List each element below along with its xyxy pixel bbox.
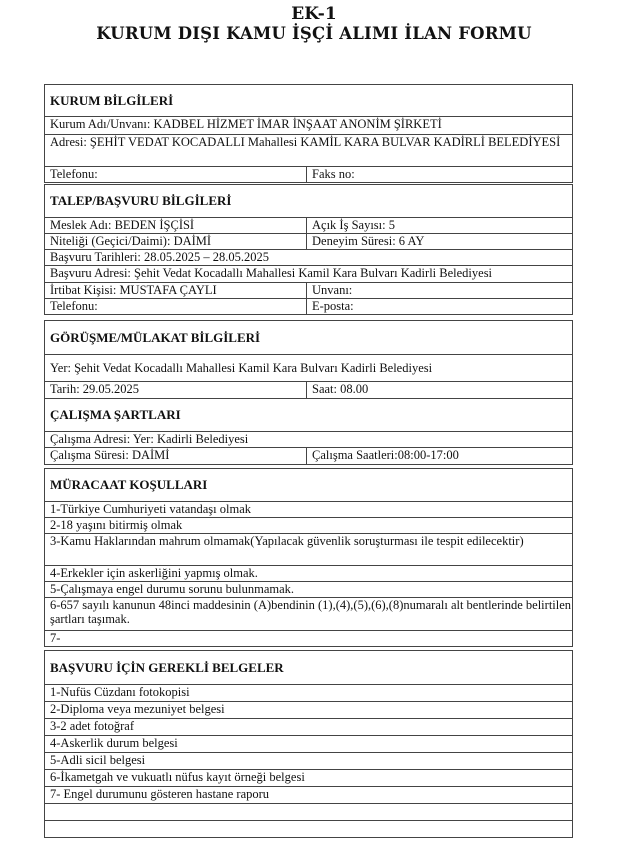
apply-dates: Başvuru Tarihleri: 28.05.2025 – 28.05.2025: [50, 250, 270, 264]
apply-address: Başvuru Adresi: Şehit Vedat Kocadallı Mahallesi Kamil Kara Bulvarı Kadirli Belediyesi: [50, 266, 493, 280]
document-text: 4-Askerlik durum belgesi: [50, 736, 178, 750]
condition-item: [45, 630, 572, 646]
interview-time: Saat: 08.00: [312, 382, 369, 396]
document-text: 6-İkametgah ve vukuatlı nüfus kayıt örneği belgesi: [50, 770, 305, 784]
section-heading: BAŞVURU İÇİN GEREKLİ BELGELER: [50, 659, 284, 675]
condition-text: 4-Erkekler için askerliğini yapmış olmak.: [50, 566, 258, 580]
condition-item: [45, 533, 572, 565]
calisma-address-row: [45, 431, 572, 447]
section-belgeler: [44, 650, 573, 838]
condition-text: 5-Çalışmaya engel durumu sorunu bulunmamak.: [50, 582, 295, 596]
document-text: 1-Nufüs Cüzdanı fotokopisi: [50, 685, 190, 699]
job-experience: Deneyim Süresi: 6 AY: [312, 234, 425, 248]
kurum-address-row: [45, 134, 572, 166]
kurum-name-row: [45, 116, 572, 134]
job-openings: Açık İş Sayısı: 5: [312, 218, 395, 232]
gorusme-time-row: [45, 381, 572, 398]
section-kurum: [44, 84, 573, 183]
section-talep: [44, 184, 573, 315]
condition-text: 6-657 sayılı kanunun 48inci maddesinin (A)bendinin (1),(4),(5),(6),(8)numaralı alt bentlerinde belirtilen şartları taşımak.: [50, 598, 572, 626]
document-text: 3-2 adet fotoğraf: [50, 719, 134, 733]
section-heading: TALEP/BAŞVURU BİLGİLERİ: [50, 193, 232, 208]
condition-item: [45, 517, 572, 533]
document-item: [45, 769, 572, 786]
section-muracaat: [44, 468, 573, 647]
kurum-fax: Faks no:: [312, 167, 355, 181]
document-item: [45, 718, 572, 735]
job-name: Meslek Adı: BEDEN İŞÇİSİ: [45, 218, 307, 233]
gorusme-place-row: [45, 354, 572, 381]
empty-row: [45, 820, 572, 837]
condition-item: [45, 581, 572, 597]
interview-date: Tarih: 29.05.2025: [45, 382, 307, 398]
condition-text: 2-18 yaşını bitirmiş olmak: [50, 518, 183, 532]
contact-email: E-posta:: [312, 299, 354, 313]
work-hours: Çalışma Saatleri:08:00-17:00: [312, 448, 459, 462]
talep-row-4: [45, 265, 572, 282]
condition-text: 3-Kamu Haklarından mahrum olmamak(Yapılacak güvenlik soruşturması ile tespit edilecektir): [50, 534, 524, 548]
section-heading: KURUM BİLGİLERİ: [50, 92, 174, 108]
contact-phone: Telefonu:: [45, 299, 307, 314]
document-item: [45, 684, 572, 701]
talep-row-3: [45, 249, 572, 265]
job-nature: Niteliği (Geçici/Daimi): DAİMİ: [45, 234, 307, 249]
talep-row-6: [45, 298, 572, 314]
kurum-name: Kurum Adı/Unvanı: KADBEL HİZMET İMAR İNŞAAT ANONİM ŞİRKETİ: [50, 117, 442, 131]
condition-item: [45, 597, 572, 630]
talep-row-1: [45, 217, 572, 233]
section-calisma: [44, 398, 573, 465]
work-address: Çalışma Adresi: Yer: Kadirli Belediyesi: [50, 432, 249, 446]
empty-row: [45, 803, 572, 820]
document-item: [45, 752, 572, 769]
section-heading: ÇALIŞMA ŞARTLARI: [50, 407, 181, 422]
talep-row-5: [45, 282, 572, 298]
kurum-contact-row: [45, 166, 572, 182]
kurum-phone: Telefonu:: [45, 167, 307, 182]
work-duration: Çalışma Süresi: DAİMİ: [45, 448, 307, 464]
section-gorusme: [44, 320, 573, 399]
kurum-address: Adresi: ŞEHİT VEDAT KOCADALLI Mahallesi KAMİL KARA BULVAR KADİRLİ BELEDİYESİ: [50, 135, 561, 149]
section-heading: GÖRÜŞME/MÜLAKAT BİLGİLERİ: [50, 329, 261, 345]
document-text: 2-Diploma veya mezuniyet belgesi: [50, 702, 225, 716]
condition-text: 7-: [50, 631, 61, 645]
interview-place: Yer: Şehit Vedat Kocadallı Mahallesi Kamil Kara Bulvarı Kadirli Belediyesi: [50, 361, 433, 375]
document-text: 5-Adli sicil belgesi: [50, 753, 146, 767]
calisma-time-row: [45, 447, 572, 464]
form-number: EK-1: [291, 4, 337, 24]
document-item: [45, 735, 572, 752]
condition-item: [45, 501, 572, 517]
document-item: [45, 701, 572, 718]
document-item: [45, 786, 572, 803]
condition-text: 1-Türkiye Cumhuriyeti vatandaşı olmak: [50, 502, 251, 516]
section-heading: MÜRACAAT KOŞULLARI: [50, 477, 208, 492]
contact-title: Unvanı:: [312, 283, 353, 297]
talep-row-2: [45, 233, 572, 249]
contact-person: İrtibat Kişisi: MUSTAFA ÇAYLI: [45, 283, 307, 298]
document-text: 7- Engel durumunu gösteren hastane raporu: [50, 787, 270, 801]
condition-item: [45, 565, 572, 581]
form-title: KURUM DIŞI KAMU İŞÇİ ALIMI İLAN FORMU: [96, 24, 532, 43]
